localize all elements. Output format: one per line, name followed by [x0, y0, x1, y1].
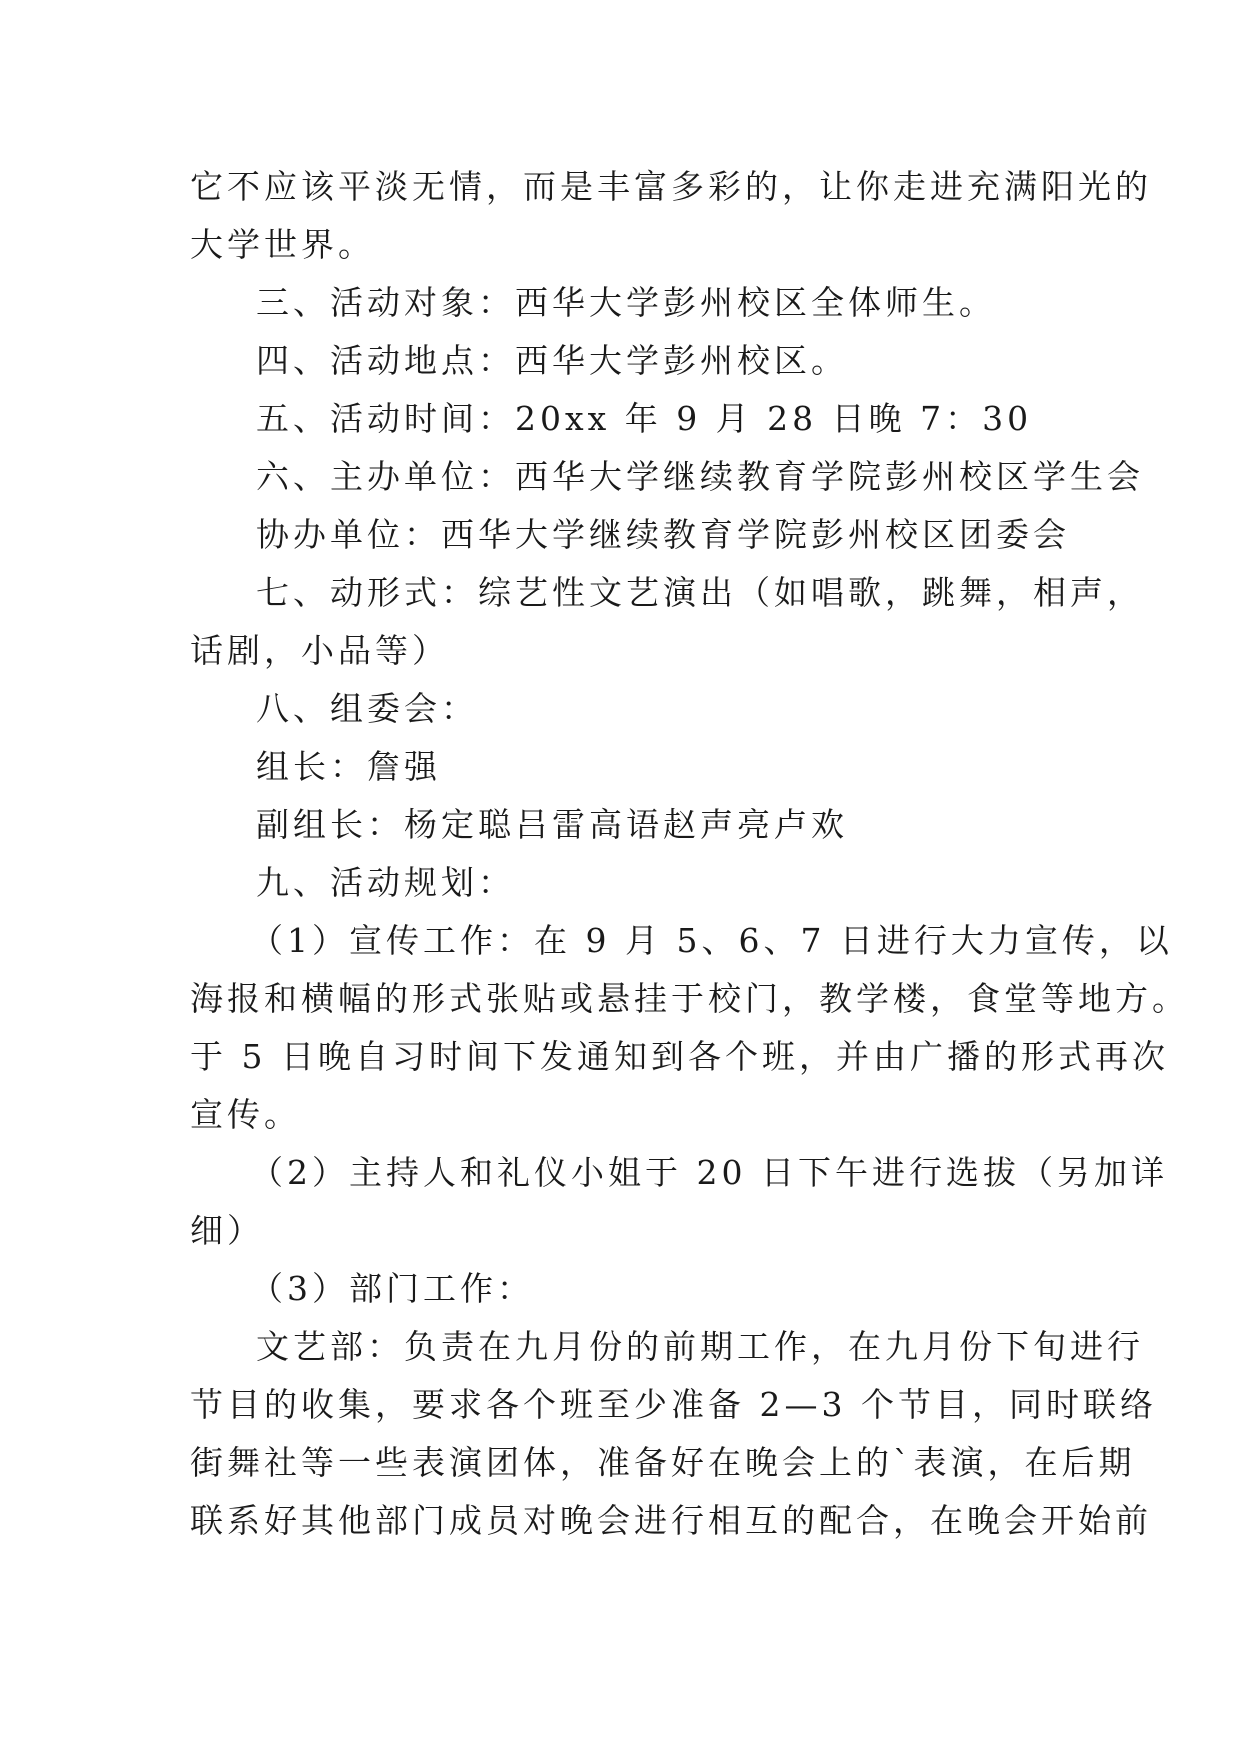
planning-item-host-selection: （2）主持人和礼仪小姐于 20 日下午进行选拔（另加详	[250, 1153, 1168, 1192]
body-line: 宣传。	[190, 1095, 301, 1134]
section-planning: 九、活动规划：	[256, 863, 515, 902]
committee-leader: 组长：詹强	[256, 747, 441, 786]
co-organizer-line: 协办单位：西华大学继续教育学院彭州校区团委会	[256, 515, 1070, 554]
section-committee: 八、组委会：	[256, 689, 478, 728]
committee-deputy-leaders: 副组长：杨定聪吕雷高语赵声亮卢欢	[256, 805, 848, 844]
department-arts-paragraph: 文艺部：负责在九月份的前期工作，在九月份下旬进行	[256, 1327, 1144, 1366]
body-line: 节目的收集，要求各个班至少准备 2—3 个节目，同时联络	[190, 1385, 1157, 1424]
body-line: 于 5 日晚自习时间下发通知到各个班，并由广播的形式再次	[190, 1037, 1169, 1076]
body-line: 话剧，小品等）	[190, 631, 449, 670]
body-line: 街舞社等一些表演团体，准备好在晚会上的`表演，在后期	[190, 1443, 1136, 1482]
document-body	[190, 158, 1189, 1550]
section-time: 五、活动时间：20xx 年 9 月 28 日晚 7：30	[256, 399, 1033, 438]
planning-item-department-work: （3）部门工作：	[250, 1269, 534, 1308]
planning-item-publicity: （1）宣传工作：在 9 月 5、6、7 日进行大力宣传，以	[250, 921, 1173, 960]
body-line: 联系好其他部门成员对晚会进行相互的配合，在晚会开始前	[190, 1501, 1152, 1540]
section-target-audience: 三、活动对象：西华大学彭州校区全体师生。	[256, 283, 996, 322]
section-location: 四、活动地点：西华大学彭州校区。	[256, 341, 848, 380]
body-line: 细）	[190, 1211, 264, 1250]
section-organizer: 六、主办单位：西华大学继续教育学院彭州校区学生会	[256, 457, 1144, 496]
body-line: 海报和横幅的形式张贴或悬挂于校门，教学楼，食堂等地方。	[190, 979, 1189, 1018]
body-line: 大学世界。	[190, 225, 375, 264]
section-format: 七、动形式：综艺性文艺演出（如唱歌，跳舞，相声，	[256, 573, 1144, 612]
body-line: 它不应该平淡无情，而是丰富多彩的，让你走进充满阳光的	[190, 167, 1152, 206]
